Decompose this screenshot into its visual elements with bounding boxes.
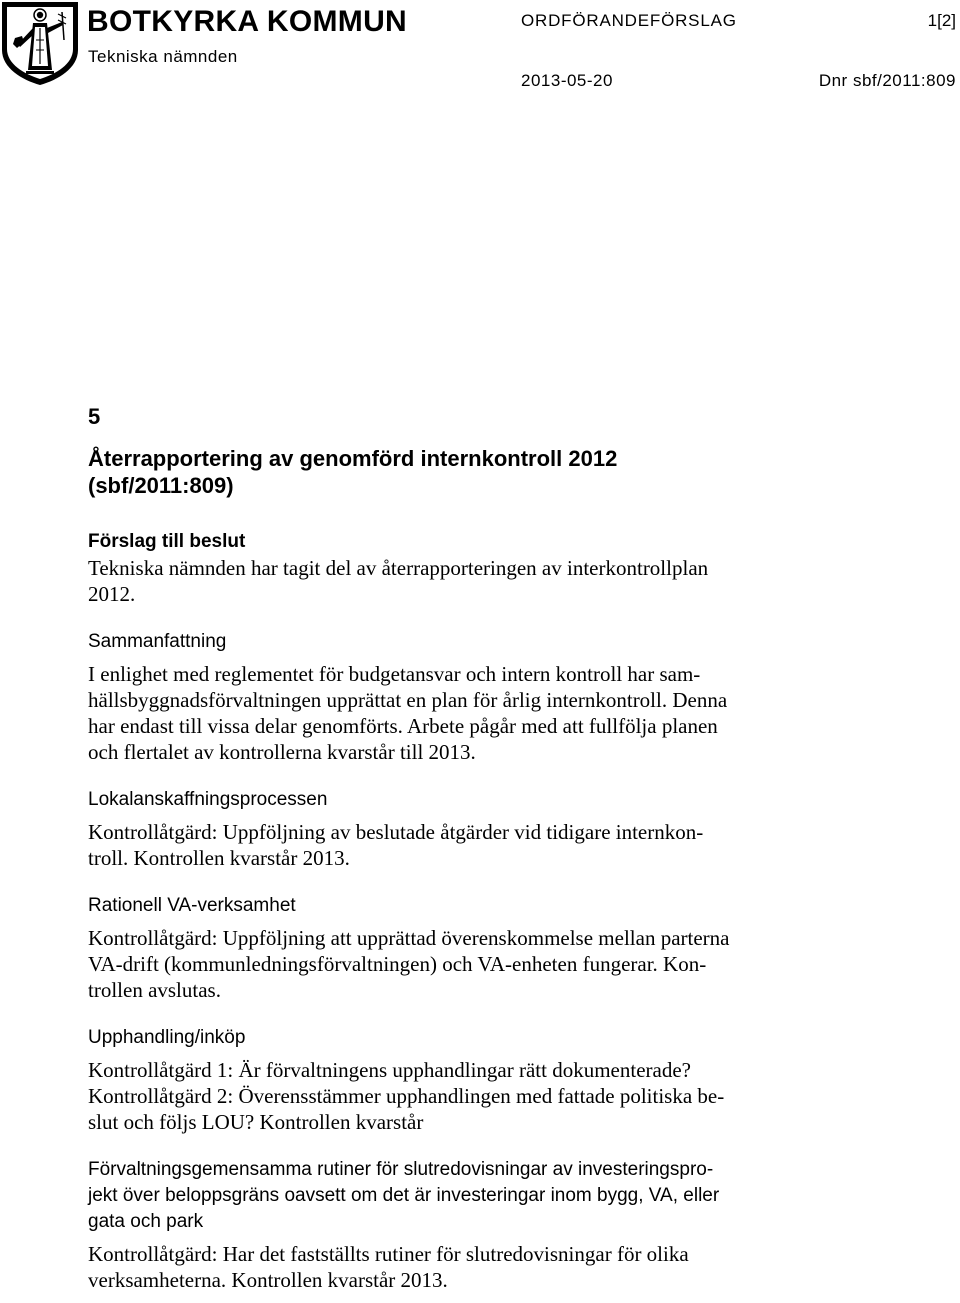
- heading-line: gata och park: [88, 1211, 204, 1232]
- text-line: trollen avslutas.: [88, 978, 221, 1002]
- page-number: 1[2]: [927, 11, 956, 30]
- item-title: [88, 445, 828, 499]
- text-line: har endast till vissa delar genomförts. Arbete pågår med att fullfölja planen: [88, 714, 718, 738]
- section-text: [88, 1057, 828, 1135]
- text-line: Kontrollåtgärd: Har det fastställts rutiner för slutredovisningar för olika: [88, 1242, 689, 1266]
- text-line: och flertalet av kontrollerna kvarstår till 2013.: [88, 740, 476, 764]
- heading-line: jekt över beloppsgräns oavsett om det är investeringar inom bygg, VA, eller: [88, 1185, 720, 1206]
- text-line: Kontrollåtgärd 1: Är förvaltningens upphandlingar rätt dokumenterade?: [88, 1058, 691, 1082]
- text-line: slut och följs LOU? Kontrollen kvarstår: [88, 1110, 424, 1134]
- text-line: hällsbyggnadsförvaltningen upprättat en plan för årlig internkontroll. Denna: [88, 688, 728, 712]
- document-date: 2013-05-20: [521, 71, 613, 90]
- proposal-heading: Förslag till beslut: [88, 531, 246, 552]
- summary-heading: Sammanfattning: [88, 631, 227, 652]
- section-text: [88, 819, 828, 871]
- text-line: troll. Kontrollen kvarstår 2013.: [88, 846, 350, 870]
- text-line: Tekniska nämnden har tagit del av återrapporteringen av interkontrollplan: [88, 556, 709, 580]
- text-line: VA-drift (kommunledningsförvaltningen) och VA-enheten fungerar. Kon-: [88, 952, 707, 976]
- heading-line: Förvaltningsgemensamma rutiner för slutredovisningar av investeringspro-: [88, 1159, 714, 1180]
- section-heading-slutredovisning: [88, 1157, 828, 1235]
- text-line: verksamheterna. Kontrollen kvarstår 2013.: [88, 1268, 448, 1292]
- text-line: Kontrollåtgärd: Uppföljning av beslutade åtgärder vid tidigare internkon-: [88, 820, 704, 844]
- municipal-crest-logo: [0, 0, 80, 86]
- text-line: 2012.: [88, 582, 136, 606]
- organization-name: BOTKYRKA KOMMUN: [87, 5, 408, 38]
- text-line: I enlighet med reglementet för budgetansvar och intern kontroll har sam-: [88, 662, 701, 686]
- section-text: [88, 925, 828, 1003]
- section-heading-lokalanskaffning: Lokalanskaffningsprocessen: [88, 789, 328, 810]
- item-title-line: Återrapportering av genomförd internkontroll 2012: [88, 446, 618, 471]
- section-heading-upphandling: Upphandling/inköp: [88, 1027, 246, 1048]
- summary-text: [88, 661, 828, 765]
- text-line: Kontrollåtgärd 2: Överensstämmer upphandlingen med fattade politiska be-: [88, 1084, 725, 1108]
- text-line: Kontrollåtgärd: Uppföljning att upprättad överenskommelse mellan parterna: [88, 926, 730, 950]
- document-body: [88, 403, 828, 1293]
- section-text: [88, 1241, 828, 1293]
- document-type: ORDFÖRANDEFÖRSLAG: [521, 11, 737, 30]
- item-number: 5: [88, 404, 101, 429]
- department-name: Tekniska nämnden: [88, 47, 238, 66]
- proposal-text: [88, 555, 828, 607]
- document-reference: Dnr sbf/2011:809: [818, 71, 956, 90]
- section-heading-va: Rationell VA-verksamhet: [88, 895, 296, 916]
- item-title-line: (sbf/2011:809): [88, 473, 234, 498]
